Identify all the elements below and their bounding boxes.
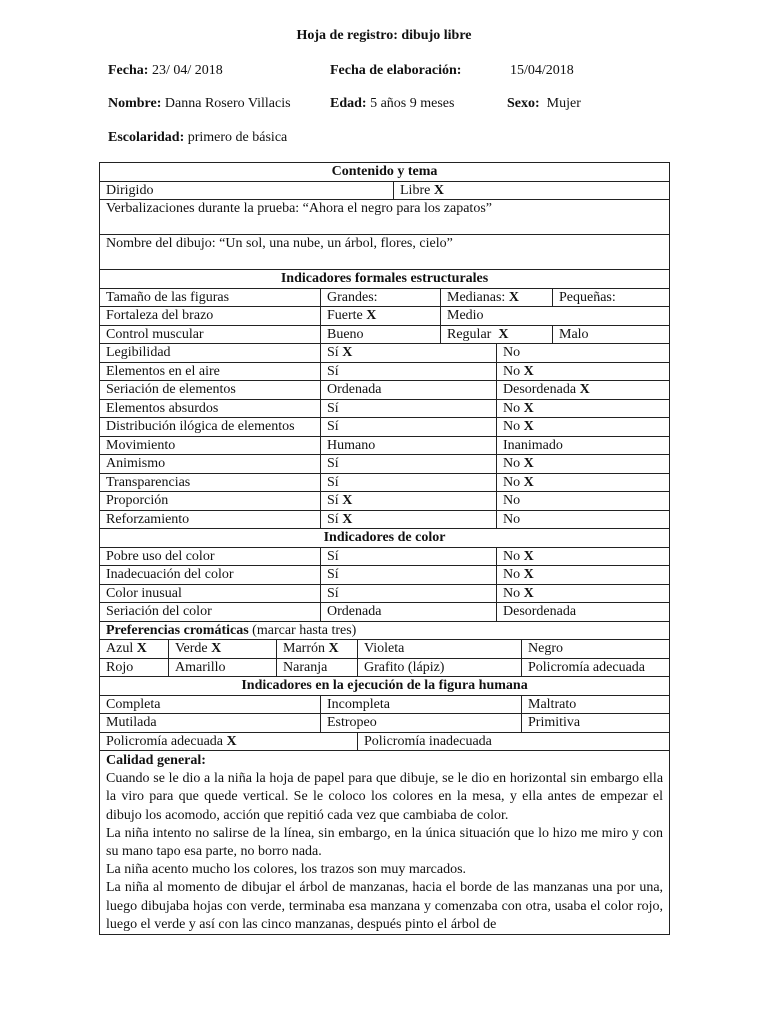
figura-humana-row: Mutilada Estropeo Primitiva	[100, 714, 670, 733]
color-row: Color inusual Sí No X	[100, 584, 670, 603]
registro-table	[99, 162, 670, 935]
libre-cell: Libre X	[394, 181, 670, 200]
document-title: Hoja de registro: dibujo libre	[296, 28, 472, 43]
estructural-row: Seriación de elementos Ordenada Desordenada X	[100, 381, 670, 400]
nombre-dibujo-cell: Nombre del dibujo: “Un sol, una nube, un árbol, flores, cielo”	[100, 235, 670, 270]
preferencias-row: Rojo Amarillo Naranja Grafito (lápiz) Policromía adecuada	[100, 658, 670, 677]
control-row: Control muscular Bueno Regular X Malo	[100, 325, 670, 344]
color-row: Pobre uso del color Sí No X	[100, 547, 670, 566]
color-row: Inadecuación del color Sí No X	[100, 566, 670, 585]
estructural-row: Animismo Sí No X	[100, 455, 670, 474]
color-row: Seriación del color Ordenada Desordenada	[100, 603, 670, 622]
estructural-row: Distribución ilógica de elementos Sí No X	[100, 418, 670, 437]
estructural-row: Reforzamiento Sí X No	[100, 510, 670, 529]
estructural-row: Elementos en el aire Sí No X	[100, 362, 670, 381]
sexo-field: Sexo: Mujer	[507, 96, 581, 111]
escolaridad-field: Escolaridad: primero de básica	[108, 130, 288, 145]
fecha-field: Fecha: 23/ 04/ 2018	[108, 63, 223, 78]
fecha-elaboracion-field: Fecha de elaboración:	[330, 63, 462, 78]
color-heading: Indicadores de color	[100, 529, 670, 548]
fecha-elaboracion-value: 15/04/2018	[510, 63, 574, 78]
estructural-row: Elementos absurdos Sí No X	[100, 399, 670, 418]
calidad-general-cell	[100, 751, 670, 935]
estructurales-heading: Indicadores formales estructurales	[100, 270, 670, 289]
figura-humana-heading: Indicadores en la ejecución de la figura humana	[100, 677, 670, 696]
calidad-general-heading: Calidad general:	[106, 753, 206, 768]
estructural-row: Proporción Sí X No	[100, 492, 670, 511]
preferencias-heading: Preferencias cromáticas (marcar hasta tres)	[100, 621, 670, 640]
estructural-row: Movimiento Humano Inanimado	[100, 436, 670, 455]
estructural-row: Transparencias Sí No X	[100, 473, 670, 492]
calidad-paragraph: La niña acento mucho los colores, los trazos son muy marcados.	[106, 862, 467, 878]
calidad-paragraph: La niña intento no salirse de la línea, sin embargo, en la única situación que lo hizo me miro y con su mano tapo esa parte, no borro nada.	[106, 825, 664, 860]
fortaleza-row: Fortaleza del brazo Fuerte X Medio	[100, 307, 670, 326]
dirigido-cell: Dirigido	[100, 181, 394, 200]
estructural-row: Legibilidad Sí X No	[100, 344, 670, 363]
figura-humana-row: Policromía adecuada X Policromía inadecuada	[100, 732, 670, 751]
contenido-heading: Contenido y tema	[100, 163, 670, 182]
tamano-row: Tamaño de las figuras Grandes: Medianas: X Pequeñas:	[100, 288, 670, 307]
preferencias-row: Azul X Verde X Marrón X Violeta Negro	[100, 640, 670, 659]
figura-humana-row: Completa Incompleta Maltrato	[100, 695, 670, 714]
verbalizaciones-cell: Verbalizaciones durante la prueba: “Ahora el negro para los zapatos”	[100, 200, 670, 235]
calidad-paragraph: Cuando se le dio a la niña la hoja de papel para que dibuje, se le dio en horizontal sin embargo ella la viro para que quede vertical. Se le coloco los colores en la mesa, y ella antes de empezar el dibujo los acomodo, acción que repitió cada vez que cambiaba de color.	[106, 771, 664, 823]
edad-field: Edad: 5 años 9 meses	[330, 96, 455, 111]
nombre-field: Nombre: Danna Rosero Villacis	[108, 96, 291, 111]
calidad-paragraph: La niña al momento de dibujar el árbol de manzanas, hacia el borde de las manzanas una por una, luego dibujaba hojas con verde, terminaba esa manzana y comenzaba con otra, usaba el color rojo, luego el verde y así con las cinco manzanas, después pinto el árbol de	[106, 880, 664, 932]
